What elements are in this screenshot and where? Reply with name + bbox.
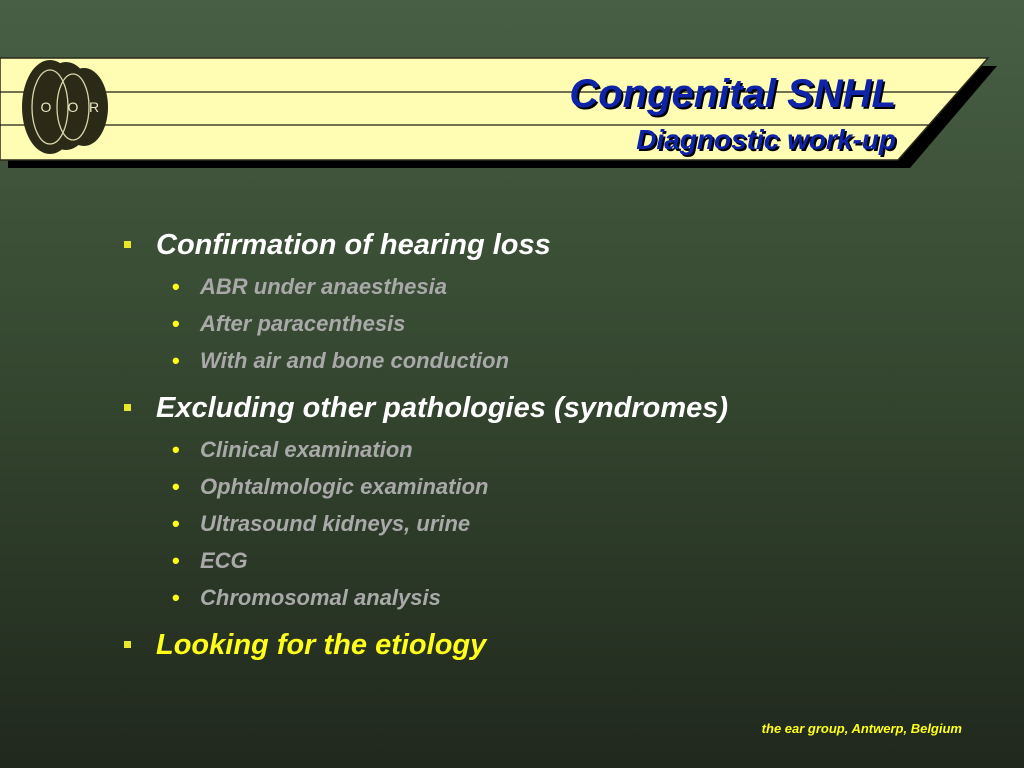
oor-logo-icon (22, 60, 108, 154)
sub-bullet-item (120, 505, 980, 542)
square-bullet-icon (124, 404, 131, 411)
logo-letter: O (67, 99, 79, 115)
dot-bullet-icon: • (172, 437, 180, 462)
title-banner (0, 0, 1024, 180)
bullet-text: Excluding other pathologies (syndromes) (156, 392, 729, 424)
sub-bullet-item (120, 431, 980, 468)
square-bullet-icon (124, 641, 131, 648)
dot-bullet-icon: • (172, 585, 180, 610)
sub-bullet-item (120, 542, 980, 579)
sub-bullet-text: Chromosomal analysis (200, 585, 441, 610)
footer-credit: the ear group, Antwerp, Belgium (761, 721, 962, 736)
sub-bullet-text: Ophtalmologic examination (200, 474, 489, 499)
sub-bullet-text: Ultrasound kidneys, urine (200, 511, 471, 536)
sub-bullet-item (120, 468, 980, 505)
sub-bullet-item (120, 342, 980, 379)
page-title: Congenital SNHL (569, 72, 896, 116)
sub-bullet-text: After paracenthesis (200, 311, 406, 336)
bullet-list (120, 222, 980, 668)
bullet-item (120, 385, 980, 431)
sub-bullet-item (120, 579, 980, 616)
dot-bullet-icon: • (172, 311, 180, 336)
page-subtitle: Diagnostic work-up (636, 124, 896, 155)
sub-bullet-text: Clinical examination (200, 437, 413, 462)
logo-letter: R (88, 99, 100, 115)
dot-bullet-icon: • (172, 511, 180, 536)
sub-bullet-text: ECG (200, 548, 248, 573)
dot-bullet-icon: • (172, 348, 180, 373)
sub-bullet-text: ABR under anaesthesia (200, 274, 447, 299)
bullet-text: Confirmation of hearing loss (156, 229, 551, 261)
logo-letter: O (40, 99, 52, 115)
dot-bullet-icon: • (172, 274, 180, 299)
dot-bullet-icon: • (172, 474, 180, 499)
bullet-text: Looking for the etiology (156, 629, 487, 661)
sub-bullet-item (120, 305, 980, 342)
dot-bullet-icon: • (172, 548, 180, 573)
square-bullet-icon (124, 241, 131, 248)
sub-bullet-text: With air and bone conduction (200, 348, 510, 373)
sub-bullet-item (120, 268, 980, 305)
bullet-item (120, 222, 980, 268)
bullet-item (120, 622, 980, 668)
